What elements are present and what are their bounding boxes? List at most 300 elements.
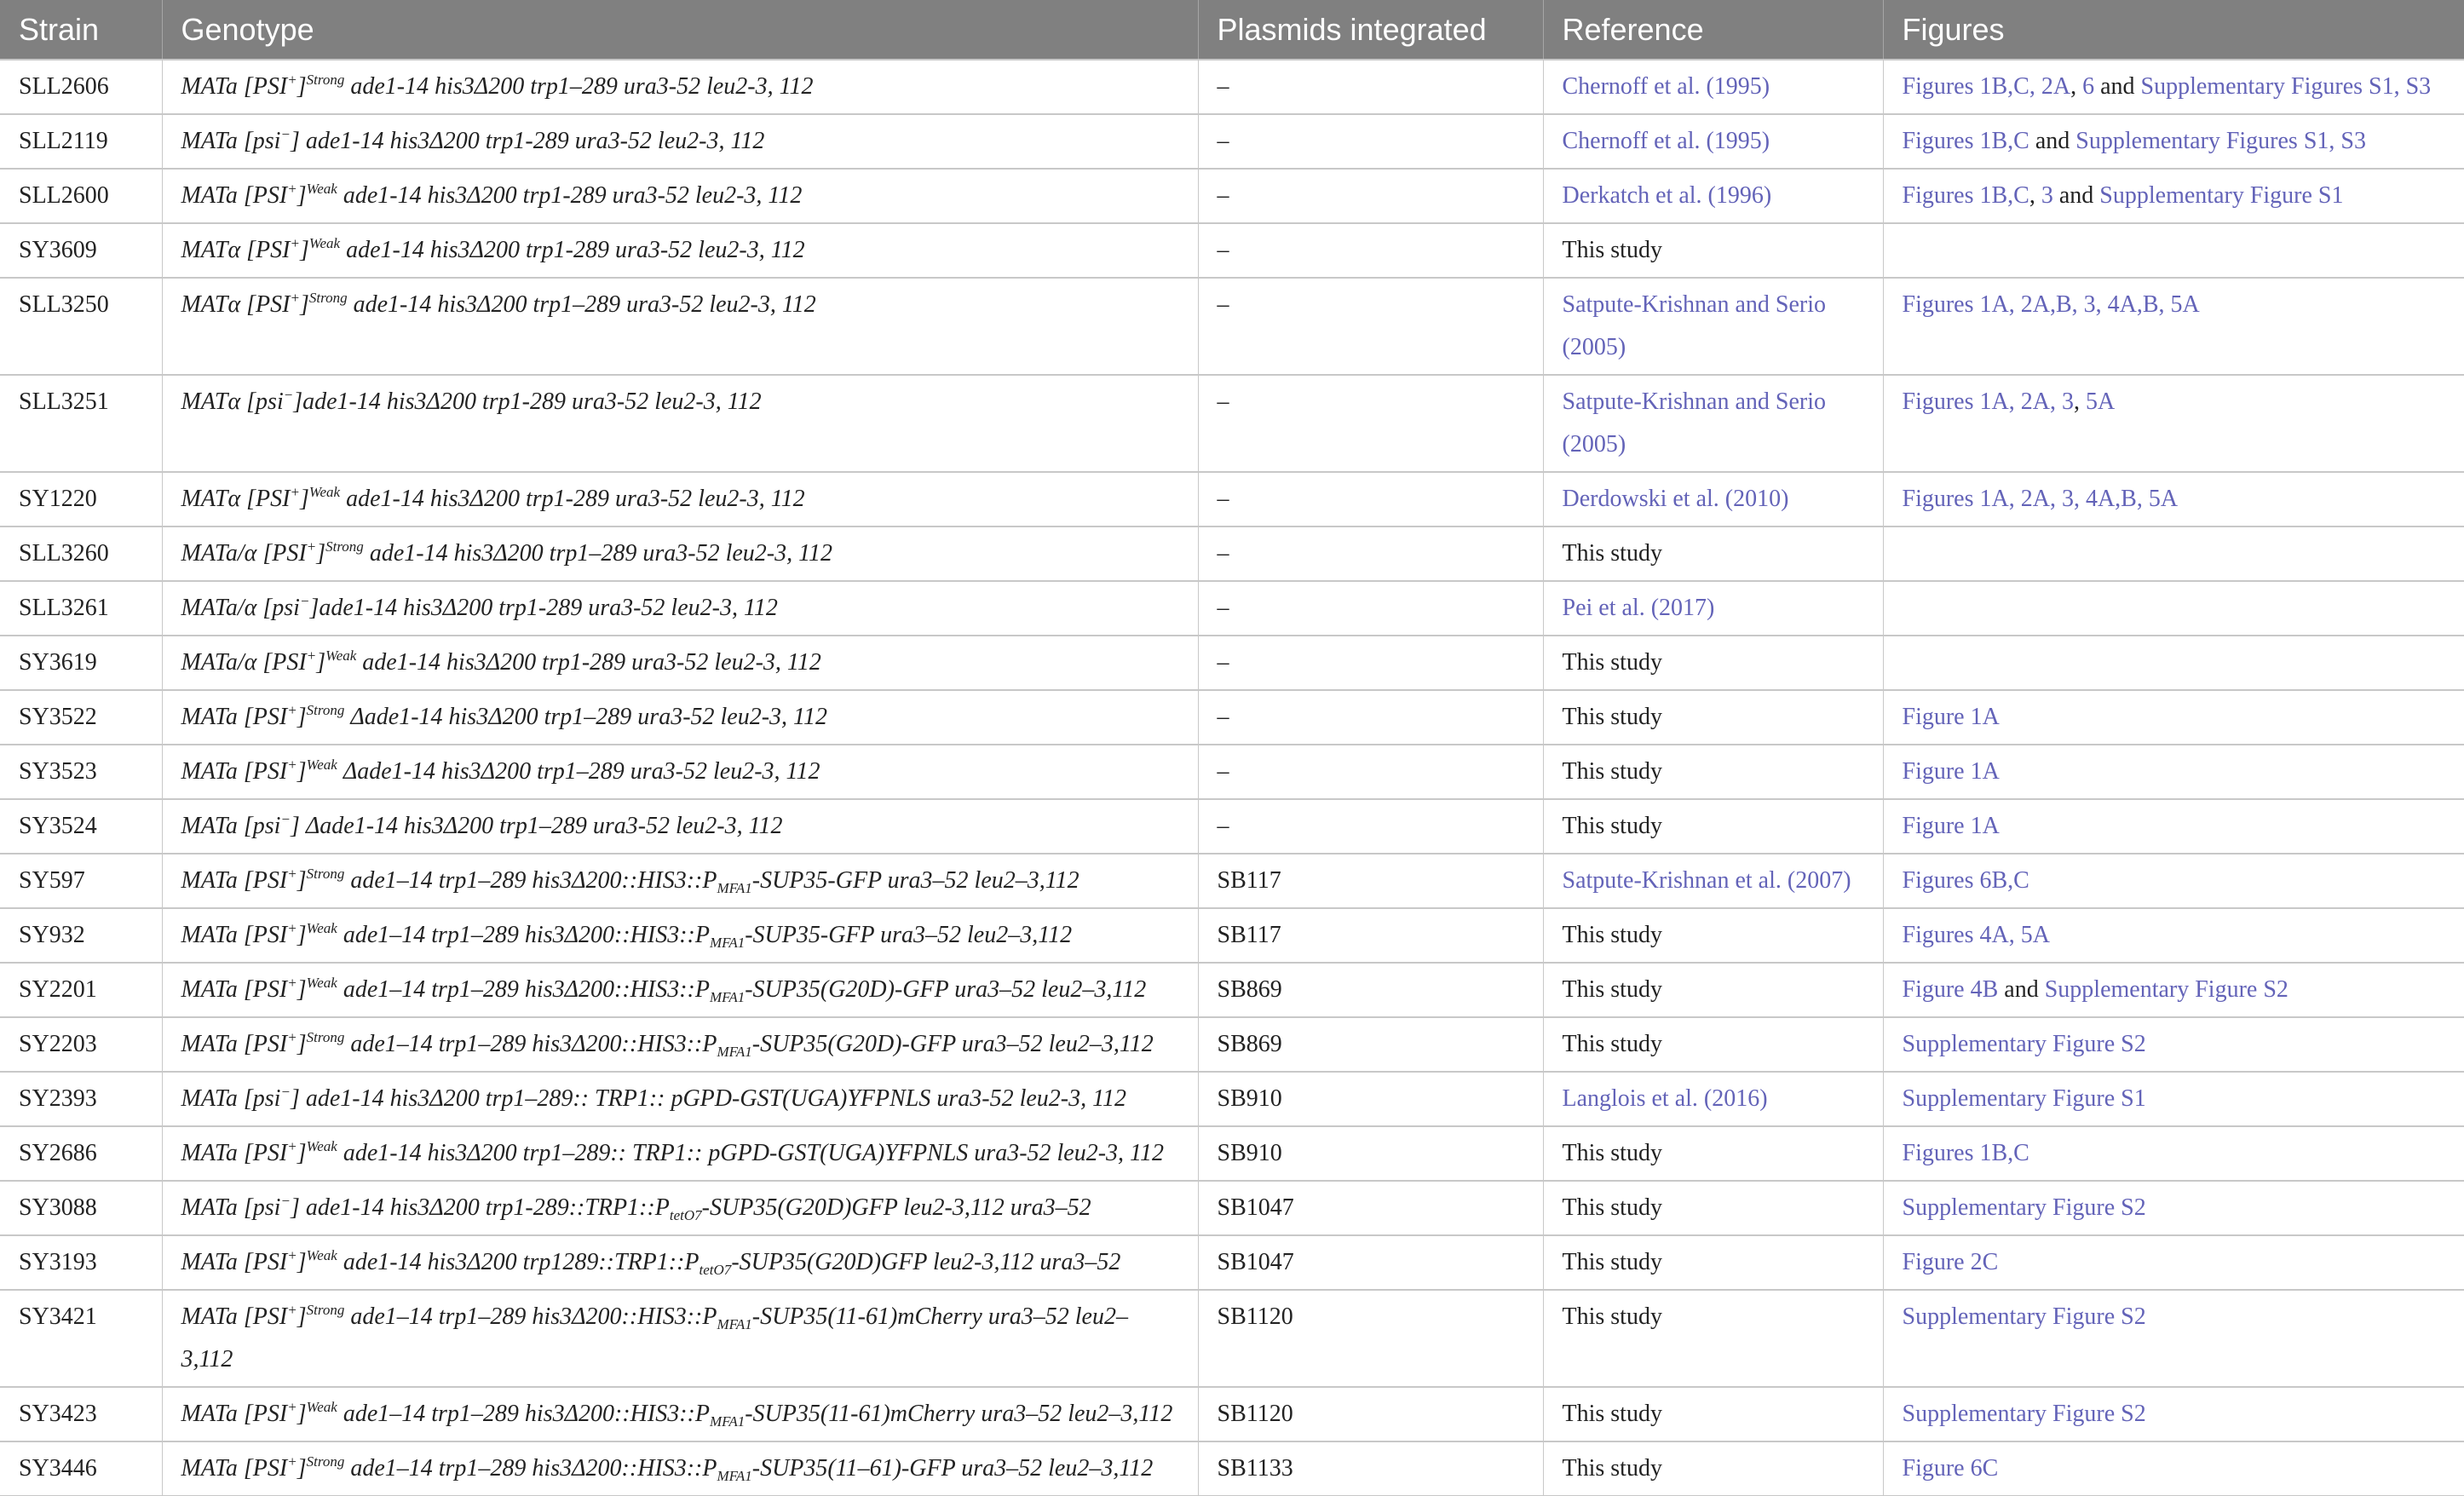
subscript: MFA1 <box>709 935 746 951</box>
superscript: + <box>287 181 297 197</box>
table-row <box>0 278 2464 375</box>
link-text[interactable]: Figures 1B,C <box>1902 128 2029 154</box>
genotype-cell <box>162 278 1198 375</box>
superscript: + <box>287 1138 297 1154</box>
subscript: MFA1 <box>717 880 752 896</box>
plasmid-cell: – <box>1198 581 1543 636</box>
subscript: MFA1 <box>717 1468 752 1484</box>
reference-cell <box>1543 1017 1883 1072</box>
figures-cell <box>1883 1235 2464 1290</box>
superscript: + <box>287 757 297 773</box>
reference-cell <box>1543 1072 1883 1126</box>
plain-text: and <box>2094 73 2141 100</box>
superscript: − <box>283 387 294 403</box>
reference-cell <box>1543 375 1883 472</box>
strain-cell: SY3524 <box>0 799 162 854</box>
genotype-cell <box>162 854 1198 908</box>
plain-text: This study <box>1562 1249 1662 1275</box>
link-text[interactable]: Supplementary Figure S2 <box>1902 1303 2146 1330</box>
table-row <box>0 1290 2464 1387</box>
link-text[interactable]: Supplementary Figure S1 <box>1902 1085 2146 1112</box>
link-text[interactable]: Supplementary Figure S2 <box>2044 976 2288 1003</box>
figures-cell <box>1883 472 2464 526</box>
table-row <box>0 60 2464 114</box>
plasmid-cell: SB1047 <box>1198 1181 1543 1235</box>
figures-cell <box>1883 854 2464 908</box>
superscript: Strong <box>306 72 345 88</box>
link-text[interactable]: Supplementary Figure S1 <box>2099 182 2344 209</box>
link-text[interactable]: Figures 1B,C <box>1902 1140 2029 1166</box>
text-run: ] <box>296 867 307 894</box>
strain-cell: SLL2606 <box>0 60 162 114</box>
text-run: ] Δade1-14 his3Δ200 trp1–289 ura3-52 leu2-3, 112 <box>290 813 783 839</box>
superscript: Weak <box>308 235 341 251</box>
plasmid-cell: – <box>1198 169 1543 223</box>
text-run: MATa [psi <box>181 128 281 154</box>
text-run: Δade1-14 his3Δ200 trp1–289 ura3-52 leu2-3, 112 <box>337 758 820 785</box>
superscript: + <box>287 72 297 88</box>
text-run: ] <box>296 1031 307 1057</box>
reference-cell <box>1543 223 1883 278</box>
text-run: MATa [PSI <box>181 922 288 948</box>
link-text[interactable]: Figure 1A <box>1902 758 2000 785</box>
plain-text: This study <box>1562 540 1662 567</box>
figures-cell <box>1883 60 2464 114</box>
genotype-cell <box>162 472 1198 526</box>
text-run: -SUP35(G20D)GFP leu2-3,112 ura3–52 <box>731 1249 1121 1275</box>
reference-cell <box>1543 1235 1883 1290</box>
text-run: MATa [PSI <box>181 182 288 209</box>
plain-text: This study <box>1562 813 1662 839</box>
superscript: Strong <box>306 702 345 718</box>
superscript: − <box>299 593 310 609</box>
genotype-cell <box>162 169 1198 223</box>
text-run: -SUP35(G20D)GFP leu2-3,112 ura3–52 <box>701 1194 1091 1221</box>
text-run: -SUP35-GFP ura3–52 leu2–3,112 <box>745 922 1073 948</box>
link-text[interactable]: 5A <box>2085 388 2116 415</box>
reference-cell <box>1543 1181 1883 1235</box>
plasmid-cell: – <box>1198 636 1543 690</box>
text-run: ade1-14 his3Δ200 trp1-289 ura3-52 leu2-3, 112 <box>337 182 803 209</box>
text-run: MATa [psi <box>181 1085 281 1112</box>
figures-cell <box>1883 278 2464 375</box>
plain-text: , <box>2073 388 2086 415</box>
plain-text: This study <box>1562 1303 1662 1330</box>
plain-text: This study <box>1562 758 1662 785</box>
figures-cell <box>1883 114 2464 169</box>
subscript: MFA1 <box>717 1044 752 1060</box>
strain-cell: SLL3261 <box>0 581 162 636</box>
figures-cell <box>1883 636 2464 690</box>
figures-cell <box>1883 1441 2464 1496</box>
superscript: + <box>287 1029 297 1045</box>
text-run: MATα [PSI <box>181 237 291 263</box>
plasmid-cell: – <box>1198 375 1543 472</box>
strain-cell: SY597 <box>0 854 162 908</box>
table-row <box>0 472 2464 526</box>
link-text[interactable]: Pei et al. (2017) <box>1562 595 1715 621</box>
text-run: ] <box>296 976 307 1003</box>
text-run: ] <box>296 1401 307 1427</box>
link-text[interactable]: Figures 6B,C <box>1902 867 2029 894</box>
superscript: + <box>290 290 300 306</box>
subscript: tetO7 <box>669 1207 702 1223</box>
figures-cell <box>1883 1072 2464 1126</box>
header-plasmids: Plasmids integrated <box>1198 0 1543 60</box>
superscript: + <box>290 484 300 500</box>
plasmid-cell: – <box>1198 745 1543 799</box>
strain-cell: SY3522 <box>0 690 162 745</box>
superscript: Weak <box>308 484 341 500</box>
link-text[interactable]: Figures 1A, 2A, 3 <box>1902 388 2074 415</box>
text-run: ade1–14 trp1–289 his3Δ200::HIS3::P <box>344 1455 717 1482</box>
strain-cell: SLL2119 <box>0 114 162 169</box>
link-text[interactable]: Chernoff et al. (1995) <box>1562 128 1770 154</box>
plasmid-cell: SB1133 <box>1198 1441 1543 1496</box>
reference-cell <box>1543 1441 1883 1496</box>
text-run: ] ade1-14 his3Δ200 trp1-289 ura3-52 leu2-3, 112 <box>290 128 765 154</box>
plasmid-cell: – <box>1198 690 1543 745</box>
superscript: Strong <box>306 866 345 882</box>
text-run: MATa [PSI <box>181 1140 288 1166</box>
text-run: ]ade1-14 his3Δ200 trp1-289 ura3-52 leu2-3, 112 <box>309 595 778 621</box>
reference-cell <box>1543 278 1883 375</box>
plain-text: , <box>2070 73 2083 100</box>
text-run: ] <box>299 486 309 512</box>
table-row <box>0 375 2464 472</box>
link-text[interactable]: Figures 1A, 2A,B, 3, 4A,B, 5A <box>1902 291 2200 318</box>
strain-cell: SLL2600 <box>0 169 162 223</box>
text-run: MATa [PSI <box>181 1455 288 1482</box>
strain-cell: SLL3251 <box>0 375 162 472</box>
genotype-cell <box>162 1181 1198 1235</box>
link-text[interactable]: Figures 4A, 5A <box>1902 922 2050 948</box>
table-row <box>0 1017 2464 1072</box>
figures-cell <box>1883 581 2464 636</box>
text-run: MATa [psi <box>181 1194 281 1221</box>
text-run: ] <box>299 291 309 318</box>
text-run: MATa [PSI <box>181 1249 288 1275</box>
table-row <box>0 1441 2464 1496</box>
plasmid-cell: SB1120 <box>1198 1290 1543 1387</box>
link-text[interactable]: Derdowski et al. (2010) <box>1562 486 1789 512</box>
figures-cell <box>1883 1126 2464 1181</box>
superscript: Strong <box>306 1453 345 1470</box>
reference-cell <box>1543 526 1883 581</box>
superscript: + <box>306 538 317 555</box>
table-row <box>0 963 2464 1017</box>
genotype-cell <box>162 375 1198 472</box>
text-run: ade1–14 trp1–289 his3Δ200::HIS3::P <box>344 1031 717 1057</box>
reference-cell <box>1543 1126 1883 1181</box>
figures-cell <box>1883 1290 2464 1387</box>
text-run: ] <box>296 182 307 209</box>
plain-text: This study <box>1562 976 1662 1003</box>
figures-cell <box>1883 1387 2464 1441</box>
text-run: MATa [PSI <box>181 758 288 785</box>
link-text[interactable]: Supplementary Figure S2 <box>1902 1031 2146 1057</box>
text-run: -SUP35(G20D)-GFP ura3–52 leu2–3,112 <box>745 976 1147 1003</box>
text-run: ] <box>296 1249 307 1275</box>
plasmid-cell: SB1047 <box>1198 1235 1543 1290</box>
strain-cell: SY2393 <box>0 1072 162 1126</box>
link-text[interactable]: Chernoff et al. (1995) <box>1562 73 1770 100</box>
genotype-cell <box>162 581 1198 636</box>
plain-text: This study <box>1562 1140 1662 1166</box>
table-row <box>0 1126 2464 1181</box>
reference-cell <box>1543 963 1883 1017</box>
link-text[interactable]: Figures 1A, 2A, 3, 4A,B, 5A <box>1902 486 2179 512</box>
superscript: Weak <box>306 1138 337 1154</box>
strain-cell: SY3423 <box>0 1387 162 1441</box>
superscript: − <box>280 1084 291 1100</box>
superscript: Strong <box>325 538 364 555</box>
superscript: + <box>287 920 297 936</box>
plain-text: This study <box>1562 1455 1662 1482</box>
link-text[interactable]: 6 <box>2082 73 2095 100</box>
text-run: ade1-14 his3Δ200 trp1–289 ura3-52 leu2-3, 112 <box>347 291 816 318</box>
reference-cell <box>1543 854 1883 908</box>
plain-text: This study <box>1562 649 1662 676</box>
superscript: Weak <box>306 757 337 773</box>
text-run: ade1-14 his3Δ200 trp1–289 ura3-52 leu2-3, 112 <box>363 540 833 567</box>
link-text[interactable]: Figures 1B,C, 2A <box>1902 73 2071 100</box>
superscript: Strong <box>306 1302 345 1318</box>
genotype-cell <box>162 1235 1198 1290</box>
strain-cell: SY2686 <box>0 1126 162 1181</box>
figures-cell <box>1883 1017 2464 1072</box>
plain-text: This study <box>1562 922 1662 948</box>
link-text[interactable]: Figure 2C <box>1902 1249 1999 1275</box>
text-run: MATa/α [PSI <box>181 540 307 567</box>
text-run: MATa [PSI <box>181 704 288 730</box>
genotype-cell <box>162 1290 1198 1387</box>
text-run: ] <box>296 922 307 948</box>
superscript: + <box>287 1247 297 1263</box>
figures-cell <box>1883 908 2464 963</box>
genotype-cell <box>162 690 1198 745</box>
table-row <box>0 1181 2464 1235</box>
strain-cell: SY2201 <box>0 963 162 1017</box>
text-run: ] ade1-14 his3Δ200 trp1-289::TRP1::P <box>290 1194 670 1221</box>
genotype-cell <box>162 60 1198 114</box>
table-body <box>0 60 2464 1496</box>
table-row <box>0 169 2464 223</box>
plain-text: and <box>2052 182 2100 209</box>
plasmid-cell: – <box>1198 526 1543 581</box>
superscript: + <box>287 866 297 882</box>
link-text[interactable]: Satpute-Krishnan et al. (2007) <box>1562 867 1851 894</box>
plain-text: , <box>2029 182 2041 209</box>
superscript: Weak <box>325 647 357 664</box>
link-text[interactable]: Derkatch et al. (1996) <box>1562 182 1772 209</box>
plain-text: and <box>2029 128 2076 154</box>
strain-cell: SY3421 <box>0 1290 162 1387</box>
genotype-cell <box>162 1126 1198 1181</box>
text-run: ] <box>296 73 307 100</box>
plasmid-cell: SB869 <box>1198 963 1543 1017</box>
table-row <box>0 745 2464 799</box>
text-run: ] <box>316 649 326 676</box>
text-run: -SUP35(11–61)-GFP ura3–52 leu2–3,112 <box>751 1455 1154 1482</box>
plasmid-cell: SB117 <box>1198 854 1543 908</box>
link-text[interactable]: Figures 1B,C <box>1902 182 2029 209</box>
link-text[interactable]: Supplementary Figures S1, S3 <box>2140 73 2432 100</box>
header-strain: Strain <box>0 0 162 60</box>
reference-cell <box>1543 745 1883 799</box>
strain-cell: SLL3260 <box>0 526 162 581</box>
reference-cell <box>1543 1290 1883 1387</box>
header-reference: Reference <box>1543 0 1883 60</box>
plasmid-cell: SB1120 <box>1198 1387 1543 1441</box>
genotype-cell <box>162 1441 1198 1496</box>
plain-text: This study <box>1562 1031 1662 1057</box>
text-run: ade1–14 trp1–289 his3Δ200::HIS3::P <box>337 976 710 1003</box>
plasmid-cell: SB910 <box>1198 1126 1543 1181</box>
text-run: MATa [PSI <box>181 1031 288 1057</box>
table-row <box>0 581 2464 636</box>
genotype-cell <box>162 223 1198 278</box>
text-run: ade1-14 his3Δ200 trp1-289 ura3-52 leu2-3, 112 <box>340 486 805 512</box>
strain-cell: SY932 <box>0 908 162 963</box>
strain-cell: SY3088 <box>0 1181 162 1235</box>
text-run: MATa [PSI <box>181 1401 288 1427</box>
reference-cell <box>1543 581 1883 636</box>
table-row <box>0 636 2464 690</box>
text-run: MATα [PSI <box>181 486 291 512</box>
genotype-cell <box>162 908 1198 963</box>
text-run: ] <box>296 1455 307 1482</box>
table-row <box>0 854 2464 908</box>
text-run: MATa [PSI <box>181 73 288 100</box>
table-row <box>0 223 2464 278</box>
figures-cell <box>1883 690 2464 745</box>
text-run: ] <box>296 704 307 730</box>
figures-cell <box>1883 745 2464 799</box>
text-run: ] <box>296 758 307 785</box>
strain-cell: SY2203 <box>0 1017 162 1072</box>
text-run: ] <box>296 1303 307 1330</box>
reference-cell <box>1543 60 1883 114</box>
link-text[interactable]: Langlois et al. (2016) <box>1562 1085 1768 1112</box>
superscript: − <box>280 126 291 142</box>
text-run: ade1-14 his3Δ200 trp1-289 ura3-52 leu2-3, 112 <box>340 237 805 263</box>
plain-text: This study <box>1562 1401 1662 1427</box>
genotype-cell <box>162 1387 1198 1441</box>
plasmid-cell: – <box>1198 799 1543 854</box>
plasmid-cell: – <box>1198 472 1543 526</box>
plasmid-cell: SB910 <box>1198 1072 1543 1126</box>
link-text[interactable]: 3 <box>2041 182 2053 209</box>
subscript: MFA1 <box>717 1316 752 1332</box>
superscript: + <box>287 1453 297 1470</box>
text-run: MATa/α [PSI <box>181 649 307 676</box>
plain-text: This study <box>1562 704 1662 730</box>
reference-cell <box>1543 690 1883 745</box>
link-text[interactable]: Figure 4B <box>1902 976 1999 1003</box>
table-row <box>0 690 2464 745</box>
figures-cell <box>1883 375 2464 472</box>
table-row <box>0 1072 2464 1126</box>
superscript: + <box>287 975 297 991</box>
reference-cell <box>1543 114 1883 169</box>
plain-text: and <box>1998 976 2045 1003</box>
table-row <box>0 908 2464 963</box>
genotype-cell <box>162 963 1198 1017</box>
link-text[interactable]: Satpute-Krishnan and Serio (2005) <box>1562 388 1826 457</box>
table-row <box>0 1387 2464 1441</box>
figures-cell <box>1883 963 2464 1017</box>
reference-cell <box>1543 799 1883 854</box>
plasmid-cell: – <box>1198 60 1543 114</box>
link-text[interactable]: Figure 6C <box>1902 1455 1999 1482</box>
text-run: ade1-14 his3Δ200 trp1-289 ura3-52 leu2-3, 112 <box>356 649 821 676</box>
text-run: ade1–14 trp1–289 his3Δ200::HIS3::P <box>344 1303 717 1330</box>
subscript: MFA1 <box>709 1413 746 1430</box>
text-run: MATa [PSI <box>181 1303 288 1330</box>
genotype-cell <box>162 636 1198 690</box>
text-run: Δade1-14 his3Δ200 trp1–289 ura3-52 leu2-3, 112 <box>344 704 827 730</box>
superscript: Strong <box>306 1029 345 1045</box>
superscript: + <box>287 1302 297 1318</box>
text-run: -SUP35(11-61)mCherry ura3–52 leu2–3,112 <box>181 1303 1128 1372</box>
strain-cell: SY3619 <box>0 636 162 690</box>
text-run: ade1–14 trp1–289 his3Δ200::HIS3::P <box>337 1401 710 1427</box>
text-run: -SUP35(11-61)mCherry ura3–52 leu2–3,112 <box>745 1401 1173 1427</box>
plain-text: This study <box>1562 237 1662 263</box>
text-run: -SUP35(G20D)-GFP ura3–52 leu2–3,112 <box>751 1031 1154 1057</box>
superscript: + <box>306 647 317 664</box>
text-run: ade1–14 trp1–289 his3Δ200::HIS3::P <box>344 867 717 894</box>
plasmid-cell: – <box>1198 223 1543 278</box>
reference-cell <box>1543 1387 1883 1441</box>
text-run: ade1-14 his3Δ200 trp1–289 ura3-52 leu2-3, 112 <box>344 73 814 100</box>
link-text[interactable]: Figure 1A <box>1902 704 2000 730</box>
figures-cell <box>1883 1181 2464 1235</box>
strain-cell: SY3193 <box>0 1235 162 1290</box>
link-text[interactable]: Supplementary Figure S2 <box>1902 1194 2146 1221</box>
genotype-cell <box>162 1072 1198 1126</box>
figures-cell <box>1883 526 2464 581</box>
superscript: Weak <box>306 181 337 197</box>
superscript: − <box>280 1193 291 1209</box>
text-run: ] ade1-14 his3Δ200 trp1–289:: TRP1:: pGPD-GST(UGA)YFPNLS ura3-52 leu2-3, 112 <box>290 1085 1127 1112</box>
text-run: ] <box>299 237 309 263</box>
figures-cell <box>1883 169 2464 223</box>
subscript: MFA1 <box>709 989 746 1005</box>
header-figures: Figures <box>1883 0 2464 60</box>
link-text[interactable]: Supplementary Figures S1, S3 <box>2075 128 2366 154</box>
figures-cell <box>1883 799 2464 854</box>
link-text[interactable]: Figure 1A <box>1902 813 2000 839</box>
genotype-cell <box>162 114 1198 169</box>
genotype-cell <box>162 526 1198 581</box>
text-run: ade1-14 his3Δ200 trp1289::TRP1::P <box>337 1249 699 1275</box>
table-row <box>0 1235 2464 1290</box>
text-run: MATa [PSI <box>181 867 288 894</box>
link-text[interactable]: Supplementary Figure S2 <box>1902 1401 2146 1427</box>
genotype-cell <box>162 1017 1198 1072</box>
table-row <box>0 799 2464 854</box>
link-text[interactable]: Satpute-Krishnan and Serio (2005) <box>1562 291 1826 360</box>
text-run: MATa [psi <box>181 813 281 839</box>
text-run: ] <box>316 540 326 567</box>
table-row <box>0 526 2464 581</box>
genotype-cell <box>162 799 1198 854</box>
superscript: − <box>280 811 291 827</box>
figures-cell <box>1883 223 2464 278</box>
reference-cell <box>1543 472 1883 526</box>
